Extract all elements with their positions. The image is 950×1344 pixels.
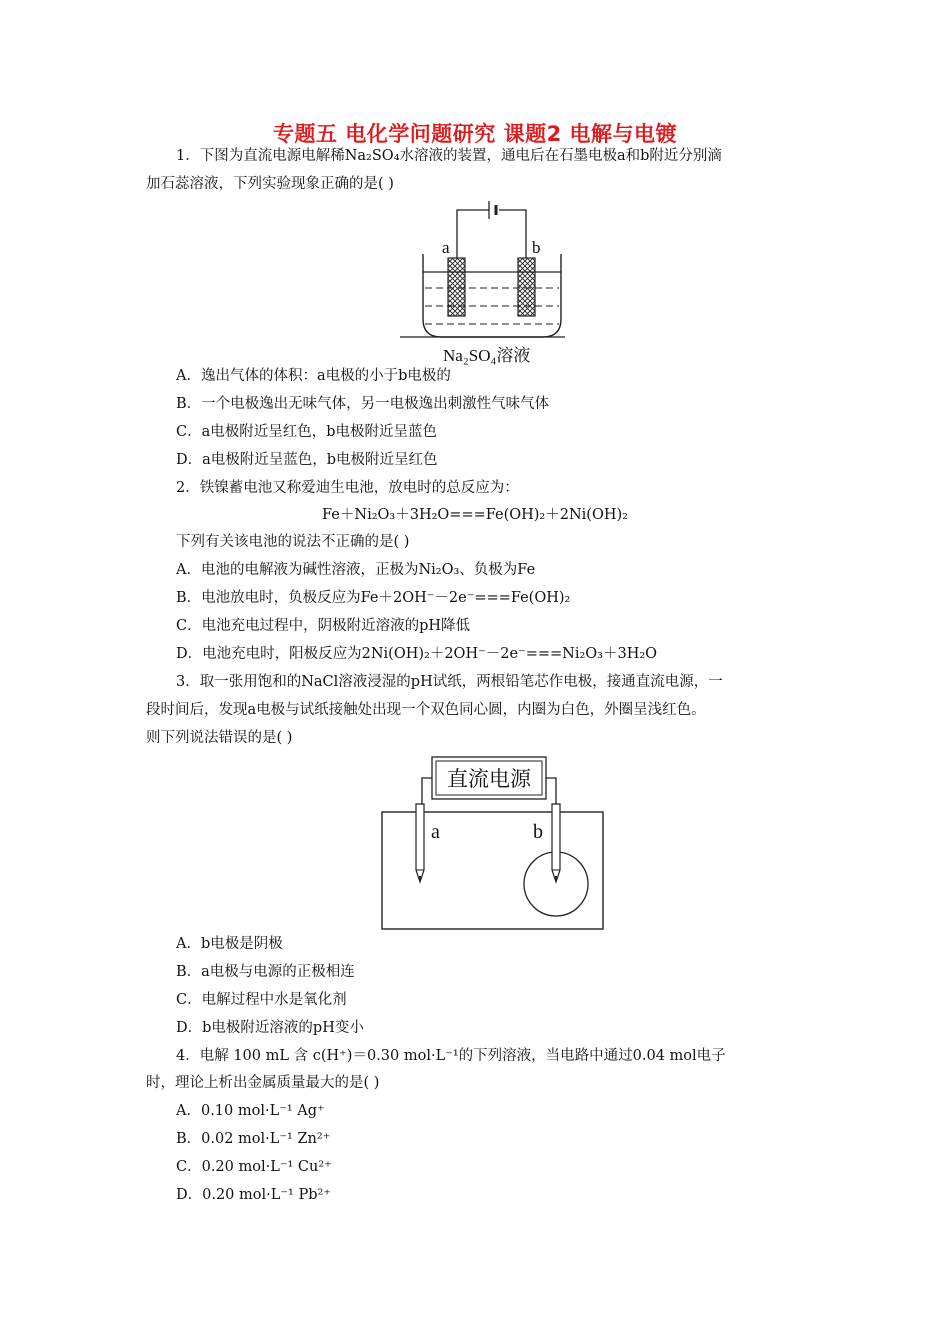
q1-option-b: B．一个电极逸出无味气体，另一电极逸出刺激性气味气体 [176,396,550,412]
q1-option-a: A．逸出气体的体积：a电极的小于b电极的 [176,368,451,384]
ph-test-paper [382,812,603,929]
q3-stem-line-3: 则下列说法错误的是( ) [146,730,293,746]
q1-stem-line-1: 1．下图为直流电源电解稀Na₂SO₄水溶液的装置，通电后在石墨电极a和b附近分别滴 [176,148,722,164]
q2-option-c: C．电池充电过程中，阴极附近溶液的pH降低 [176,618,471,634]
ph-paper-diagram [378,752,608,934]
q2-option-a: A．电池的电解液为碱性溶液，正极为Ni₂O₃、负极为Fe [176,562,536,578]
electrode-b-label: b [533,821,543,843]
power-supply-label: 直流电源 [447,767,531,791]
q3-option-c: C．电解过程中水是氧化剂 [176,992,347,1008]
q1-option-c: C．a电极附近呈红色，b电极附近呈蓝色 [176,424,438,440]
q3-option-a: A．b电极是阴极 [176,936,283,952]
q3-stem-line-2: 段时间后，发现a电极与试纸接触处出现一个双色同心圆，内圈为白色，外圈呈浅红色。 [146,702,706,718]
q1-stem-line-2: 加石蕊溶液，下列实验现象正确的是( ) [146,176,394,192]
q4-stem-line-2: 时，理论上析出金属质量最大的是( ) [146,1075,380,1091]
q2-stem-line-1: 2．铁镍蓄电池又称爱迪生电池，放电时的总反应为： [176,480,519,496]
page-title: 专题五 电化学问题研究 课题2 电解与电镀 [272,122,678,146]
electrode-b [518,258,535,316]
electrolysis-cell-diagram [395,196,565,368]
q4-option-c: C．0.20 mol·L⁻¹ Cu²⁺ [176,1159,332,1175]
q2-option-b: B．电池放电时，负极反应为Fe＋2OH⁻－2e⁻===Fe(OH)₂ [176,590,571,606]
q2-equation: Fe＋Ni₂O₃＋3H₂O===Fe(OH)₂＋2Ni(OH)₂ [322,507,628,523]
q3-option-b: B．a电极与电源的正极相连 [176,964,355,980]
q4-option-a: A．0.10 mol·L⁻¹ Ag⁺ [176,1103,325,1119]
q2-stem-line-2: 下列有关该电池的说法不正确的是( ) [176,534,410,550]
q3-option-d: D．b电极附近溶液的pH变小 [176,1020,364,1036]
q4-option-d: D．0.20 mol·L⁻¹ Pb²⁺ [176,1187,331,1203]
solution-caption: Na₂SO₄溶液 [443,346,531,365]
electrode-b-label: b [532,238,541,257]
q3-stem-line-1: 3．取一张用饱和的NaCl溶液浸湿的pH试纸，两根铅笔芯作电极，接通直流电源，一 [176,674,723,690]
q4-stem-line-1: 4．电解 100 mL 含 c(H⁺)＝0.30 mol·L⁻¹的下列溶液，当电路中通过0.04 mol电子 [176,1048,726,1064]
electrode-a-label: a [442,238,450,257]
electrode-a [448,258,465,316]
q4-option-b: B．0.02 mol·L⁻¹ Zn²⁺ [176,1131,331,1147]
q2-option-d: D．电池充电时，阳极反应为2Ni(OH)₂＋2OH⁻－2e⁻===Ni₂O₃＋3H₂O [176,646,658,662]
electrode-a-label: a [431,821,440,843]
q1-option-d: D．a电极附近呈蓝色，b电极附近呈红色 [176,452,438,468]
